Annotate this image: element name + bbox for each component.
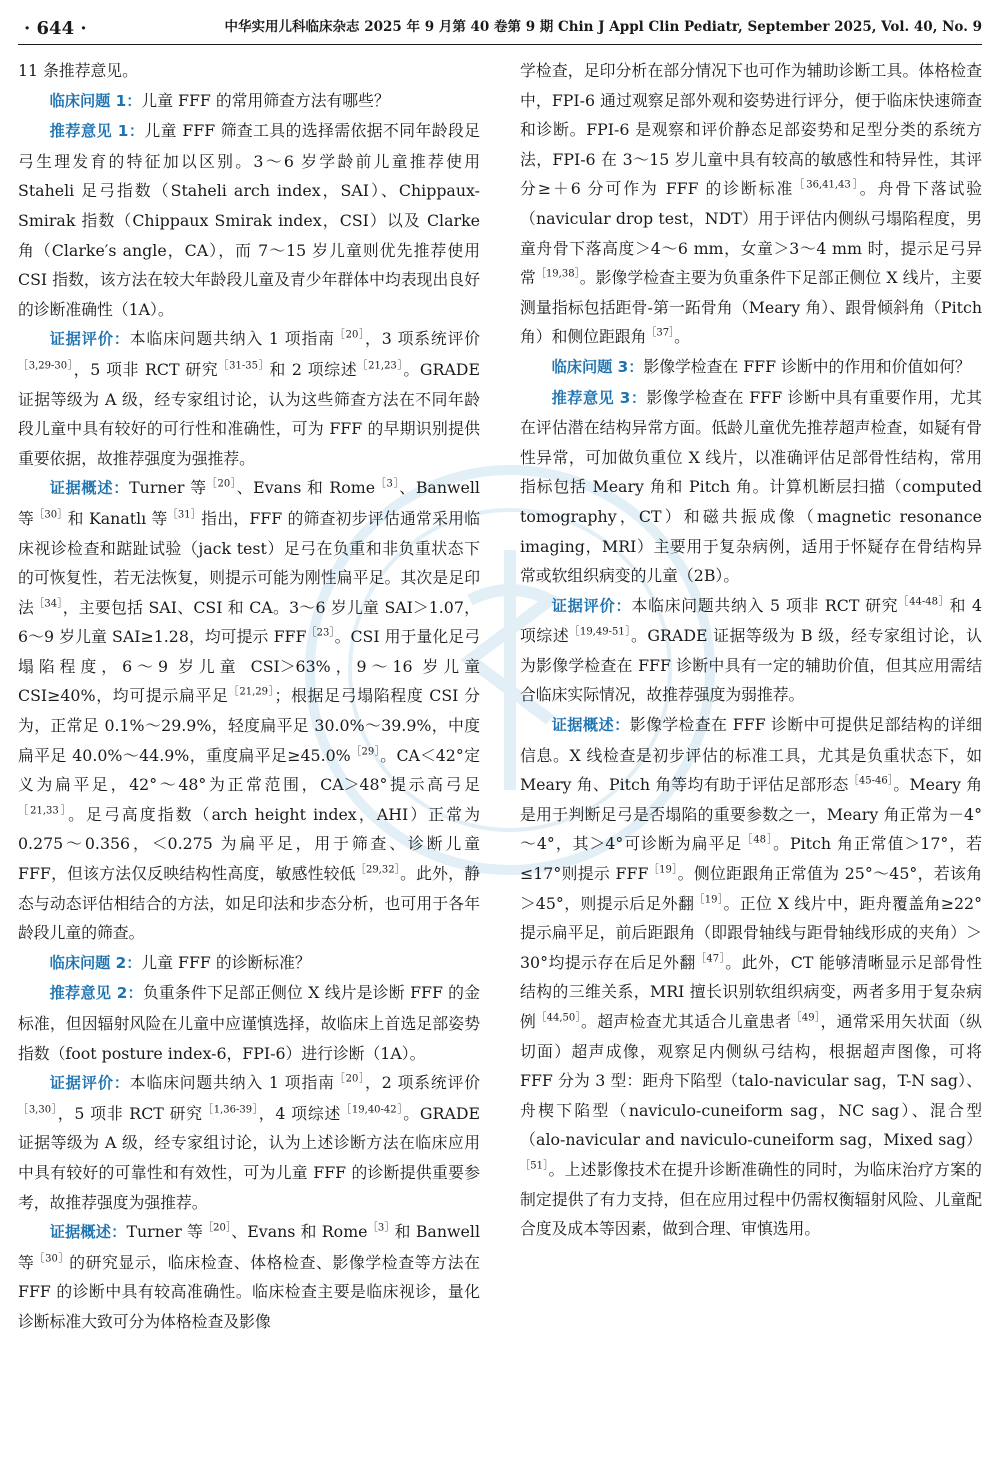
evidence-evaluation-1: 证据评价：本临床问题共纳入 1 项指南$^{[20]}$，3 项系统评价$^{[3,29-30]}$，5 项非 RCT 研究$^{[31-35]}$和 2 项综述$^{[21,23]}$。GRADE 证据等级为 A 级，经专家组讨论，认为这些筛查方法在不同年龄段儿童中具有较好的可行性和准确性，可为 FFF 的早期识别提供重要依据，故推荐强度为强推荐。 <box>18 329 481 468</box>
recommendation-3: 推荐意见 3：影像学检查在 FFF 诊断中具有重要作用，尤其在评估潜在结构异常方面。低龄儿童优先推荐超声检查，如疑有骨性异常，可加做负重位 X 线片，以准确评估足部骨性结构，常用指标包括 Meary 角和 Pitch 角。计算机断层扫描（computed tomography，CT）和磁共振成像（magnetic resonance imaging，MRI）主要用于复杂病例，适用于怀疑存在骨结构异常或软组织病变的儿童（2B）。 <box>520 387 982 586</box>
recommendation-1: 推荐意见 1：儿童 FFF 筛查工具的选择需依据不同年龄段足弓生理发育的特征加以区别。3～6 岁学龄前儿童推荐使用 Staheli 足弓指数（Staheli arch index，SAI）、Chippaux-Smirak 指数（Chippaux Smirak index，CSI）以及 Clarke 角（Clarke′s angle，CA），而 7～15 岁儿童则优先推荐使用 CSI 指数，该方法在较大年龄段儿童及青少年群体中均表现出良好的诊断准确性（1A）。 <box>18 121 480 319</box>
clinical-question-1: 临床问题 1：儿童 FFF 的常用筛查方法有哪些？ <box>49 90 390 110</box>
evidence-summary-2: 证据概述：Turner 等$^{[20]}$、Evans 和 Rome$^{[3]}$和 Banwell 等$^{[30]}$的研究显示，临床检查、体格检查、影像学检查等方法在 FFF 的诊断中具有较高准确性。临床检查主要是临床视诊，量化诊断标准大致可分为体格检查及影像 <box>18 1222 481 1331</box>
page-header <box>18 14 982 45</box>
left-column <box>18 56 480 1337</box>
clinical-question-2: 临床问题 2：儿童 FFF 的诊断标准？ <box>49 952 311 972</box>
page-number: · 644 · <box>24 18 87 39</box>
right-column <box>520 56 982 1244</box>
evidence-summary-3: 证据概述：影像学检查在 FFF 诊断中可提供足部结构的详细信息。X 线检查是初步评估的标准工具，尤其是负重状态下，如 Meary 角、Pitch 角等均有助于评估足部形态$^{[45-46]}$。Meary 角是用于判断足弓是否塌陷的重要参数之一，Meary 角正常为－4°～4°，其＞4°可诊断为扁平足$^{[48]}$。Pitch 角正常值＞17°，若≤17°则提示 $FFF^{[19]}$。侧位距跟角正常值为 25°～45°，若该角＞45°，则提示后足外翻$^{[19]}$。正位 X 线片中，距舟覆盖角≥22°提示扁平足，前后距跟角（即跟骨轴线与距骨轴线形成的夹角）＞30°均提示存在后足外翻$^{[47]}$。此外，CT 能够清晰显示足部骨性结构的三维关系，MRI 擅长识别软组织病变，两者多用于复杂病例$^{[44,50]}$。超声检查尤其适合儿童患者$^{[49]}$，通常采用矢状面（纵切面）超声成像，观察足内侧纵弓结构，根据超声图像，可将 FFF 分为 3 型：距舟下陷型（talo-navicular sag，T-N sag）、舟楔下陷型（naviculo-cuneiform sag，NC sag）、混合型（alo-navicular and naviculo-cuneiform sag，Mixed sag）$^{[51]}$。上述影像技术在提升诊断准确性的同时，为临床治疗方案的制定提供了有力支持，但在应用过程中仍需权衡辐射风险、儿童配合度及成本等因素，做到合理、审慎选用。 <box>520 715 983 1239</box>
paragraph-continued: 学检查，足印分析在部分情况下也可作为辅助诊断工具。体格检查中，FPI-6 通过观察足部外观和姿势进行评分，便于临床快速筛查和诊断。FPI-6 是观察和评价静态足部姿势和足型分类的系统方法，FPI-6 在 3～15 岁儿童中具有较高的敏感性和特异性，其评分≥＋6 分可作为 FFF 的诊断标准$^{[36,41,43]}$。舟骨下落试验（navicular drop test，NDT）用于评估内侧纵弓塌陷程度，男童舟骨下落高度＞4～6 mm，女童＞3～4 mm 时，提示足弓异常$^{[19,38]}$。影像学检查主要为负重条件下足部正侧位 X 线片，主要测量指标包括距骨-第一跖骨角（Meary 角）、跟骨倾斜角（Pitch 角）和侧位距跟角$^{[37]}$。 <box>520 61 982 347</box>
evidence-evaluation-2: 证据评价：本临床问题共纳入 1 项指南$^{[20]}$，2 项系统评价$^{[3,30]}$，5 项非 RCT 研究$^{[1,36-39]}$，4 项综述$^{[19,40-42]}$。GRADE 证据等级为 A 级，经专家组讨论，认为上述诊断方法在临床应用中具有较好的可靠性和有效性，可为儿童 FFF 的诊断提供重要参考，故推荐强度为强推荐。 <box>18 1073 481 1212</box>
evidence-summary-1: 证据概述：Turner 等$^{[20]}$、Evans 和 Rome$^{[3]}$、Banwell 等$^{[30]}$和 Kanatlı 等$^{[31]}$指出，FFF 的筛查初步评估通常采用临床视诊检查和踮趾试验（jack test）足弓在负重和非负重状态下的可恢复性，若无法恢复，则提示可能为刚性扁平足。其次是足印法$^{[34]}$，主要包括 SAI、CSI 和 CA。3～6 岁儿童 SAI＞1.07，6～9 岁儿童 SAI≥1.28，均可提示 $FFF^{[23]}$。CSI 用于量化足弓塌陷程度，6～9 岁儿童 CSI＞63%，9～16 岁儿童 CSI≥40%，均可提示扁平足$^{[21,29]}$；根据足弓塌陷程度 CSI 分为，正常足 0.1%～29.9%，轻度扁平足 30.0%～39.9%，中度扁平足 40.0%～44.9%，重度扁平足≥45.0%$^{[29]}$。CA＜42°定义为扁平足，42°～48°为正常范围，CA＞48°提示高弓足$^{[21,33]}$。足弓高度指数（arch height index，AHI）正常为 0.275～0.356，＜0.275 为扁平足，用于筛查、诊断儿童 FFF，但该方法仅反映结构性高度，敏感性较低$^{[29,32]}$。此外，静态与动态评估相结合的方法，如足印法和步态分析，也可用于各年龄段儿童的筛查。 <box>18 478 481 943</box>
clinical-question-3: 临床问题 3：影像学检查在 FFF 诊断中的作用和价值如何？ <box>551 356 971 376</box>
recommendation-2: 推荐意见 2：负重条件下足部正侧位 X 线片是诊断 FFF 的金标准，但因辐射风险在儿童中应谨慎选择，故临床上首选足部姿势指数（foot posture index-6，FPI-6）进行诊断（1A）。 <box>18 983 480 1063</box>
paragraph: 11 条推荐意见。 <box>18 61 138 80</box>
journal-running-title: 中华实用儿科临床杂志 2025 年 9 月第 40 卷第 9 期 Chin J Appl Clin Pediatr, September 2025, Vol. 40, No. 9 <box>224 19 982 35</box>
evidence-evaluation-3: 证据评价：本临床问题共纳入 5 项非 RCT 研究$^{[44-48]}$和 4 项综述$^{[19,49-51]}$。GRADE 证据等级为 B 级，经专家组讨论，认为影像学检查在 FFF 诊断中具有一定的辅助价值，但其应用需结合临床实际情况，故推荐强度为弱推荐。 <box>520 595 983 705</box>
